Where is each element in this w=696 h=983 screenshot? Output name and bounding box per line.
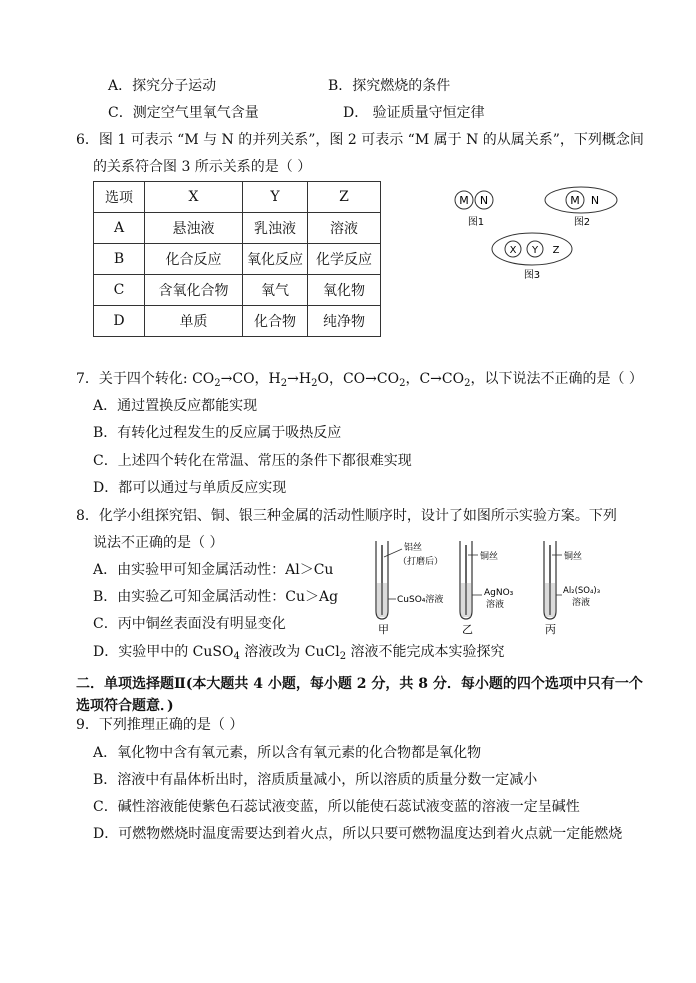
table-cell: 乳浊液 — [243, 213, 308, 244]
table-cell: 氧化物 — [308, 275, 381, 306]
yi-caption: 乙 — [462, 623, 473, 635]
fig1-label-n: N — [479, 194, 489, 207]
q6-table — [93, 181, 381, 337]
q9-stem: 9．下列推理正确的是（ ） — [76, 717, 244, 733]
table-row — [94, 306, 381, 337]
q9-option-b: B．溶液中有晶体析出时，溶质质量减小，所以溶质的质量分数一定减小 — [93, 772, 538, 788]
fig3-label-x: X — [509, 245, 517, 256]
q7-option-c: C．上述四个转化在常温、常压的条件下都很难实现 — [93, 453, 412, 469]
solution-jia — [377, 583, 387, 617]
bing-solution-label2: 溶液 — [572, 598, 591, 608]
fig2-ellipse-n — [545, 187, 617, 213]
relationship-diagram — [450, 185, 640, 285]
jia-wire-label1: 铝丝 — [404, 543, 423, 553]
table-header: Z — [308, 182, 381, 213]
table-cell: 化合反应 — [145, 244, 243, 275]
table-cell: A — [94, 213, 145, 244]
fig2-label-n: N — [590, 194, 600, 207]
yi-wire-label: 铜丝 — [480, 552, 499, 562]
section-2-heading-line2: 选项符合题意．) — [76, 698, 174, 714]
jia-wire-label2: （打磨后） — [398, 557, 444, 567]
table-cell: 化合物 — [243, 306, 308, 337]
table-cell: C — [94, 275, 145, 306]
table-header-row — [94, 182, 381, 213]
table-row — [94, 244, 381, 275]
yi-solution-label1: AgNO₃ — [484, 588, 514, 598]
q7-stem: 7．关于四个转化: $CO_2\to CO$，$H_2\to H_2O$，$CO\to CO_2$，$C\to CO_2$，以下说法不正确的是（ ） — [76, 371, 643, 389]
table-cell: 单质 — [145, 306, 243, 337]
q5-option-d: D． 验证质量守恒定律 — [343, 105, 485, 121]
table-cell: 含氧化合物 — [145, 275, 243, 306]
table-cell: 氧气 — [243, 275, 308, 306]
table-cell: 悬浊液 — [145, 213, 243, 244]
table-header: 选项 — [94, 182, 145, 213]
q7-option-a: A．通过置换反应都能实现 — [93, 398, 258, 414]
table-row — [94, 213, 381, 244]
q5-option-c: C．测定空气里氧气含量 — [108, 105, 259, 121]
solution-bing — [545, 583, 555, 617]
q9-option-d: D．可燃物燃烧时温度需要达到着火点，所以只要可燃物温度达到着火点就一定能燃烧 — [93, 826, 623, 842]
q6-stem-line1: 6．图 1 可表示 “M 与 N 的并列关系”，图 2 可表示 “M 属于 N 的从属关系”，下列概念间 — [76, 132, 644, 148]
test-tubes-diagram — [362, 535, 627, 635]
table-header: X — [145, 182, 243, 213]
fig2-label-m: M — [570, 194, 580, 207]
bing-wire-label: 铜丝 — [564, 552, 583, 562]
bing-solution-label1: Al₂(SO₄)₃ — [563, 586, 601, 596]
fig3-label-y: Y — [531, 245, 539, 256]
table-cell: D — [94, 306, 145, 337]
q8-experiment-figure — [362, 535, 627, 635]
fig3-label-z: Z — [552, 245, 560, 256]
q7-option-d: D．都可以通过与单质反应实现 — [93, 480, 287, 496]
bing-caption: 丙 — [545, 623, 556, 635]
table-cell: 纯净物 — [308, 306, 381, 337]
fig1-caption: 图1 — [467, 217, 485, 228]
fig2-caption: 图2 — [573, 217, 591, 228]
q9-option-c: C．碱性溶液能使紫色石蕊试液变蓝，所以能使石蕊试液变蓝的溶液一定呈碱性 — [93, 799, 580, 815]
q8-option-d: D．实验甲中的 CuSO$_4$ 溶液改为 CuCl$_2$ 溶液不能完成本实验探究 — [93, 644, 505, 662]
q5-option-b: B．探究燃烧的条件 — [328, 78, 451, 94]
jia-solution-label: CuSO₄溶液 — [397, 595, 444, 605]
section-2-heading: 二．单项选择题Ⅱ(本大题共 4 小题，每小题 2 分，共 8 分．每小题的四个选项中只有一个 — [76, 676, 643, 692]
table-cell: B — [94, 244, 145, 275]
leader-line — [384, 549, 402, 557]
table-cell: 氧化反应 — [243, 244, 308, 275]
fig3-caption: 图3 — [523, 270, 541, 281]
yi-solution-label2: 溶液 — [486, 600, 505, 610]
q8-option-c: C．丙中铜丝表面没有明显变化 — [93, 616, 286, 632]
q9-option-a: A．氧化物中含有氧元素，所以含有氧元素的化合物都是氧化物 — [93, 745, 482, 761]
solution-yi — [461, 583, 471, 617]
q8-stem-line2: 说法不正确的是（ ） — [93, 535, 224, 551]
fig1-label-m: M — [459, 194, 469, 207]
q6-stem-line2: 的关系符合图 3 所示关系的是（ ） — [93, 159, 312, 175]
q8-option-b: B．由实验乙可知金属活动性：Cu＞Ag — [93, 589, 339, 605]
jia-caption: 甲 — [378, 623, 389, 635]
table-header: Y — [243, 182, 308, 213]
table-cell: 溶液 — [308, 213, 381, 244]
q7-option-b: B．有转化过程发生的反应属于吸热反应 — [93, 425, 342, 441]
table-row — [94, 275, 381, 306]
q8-option-a: A．由实验甲可知金属活动性：Al＞Cu — [93, 562, 334, 578]
q6-figures — [450, 185, 640, 285]
q5-option-a: A．探究分子运动 — [108, 78, 217, 94]
table-cell: 化学反应 — [308, 244, 381, 275]
q8-stem-line1: 8．化学小组探究铝、铜、银三种金属的活动性顺序时，设计了如图所示实验方案。下列 — [76, 508, 617, 524]
